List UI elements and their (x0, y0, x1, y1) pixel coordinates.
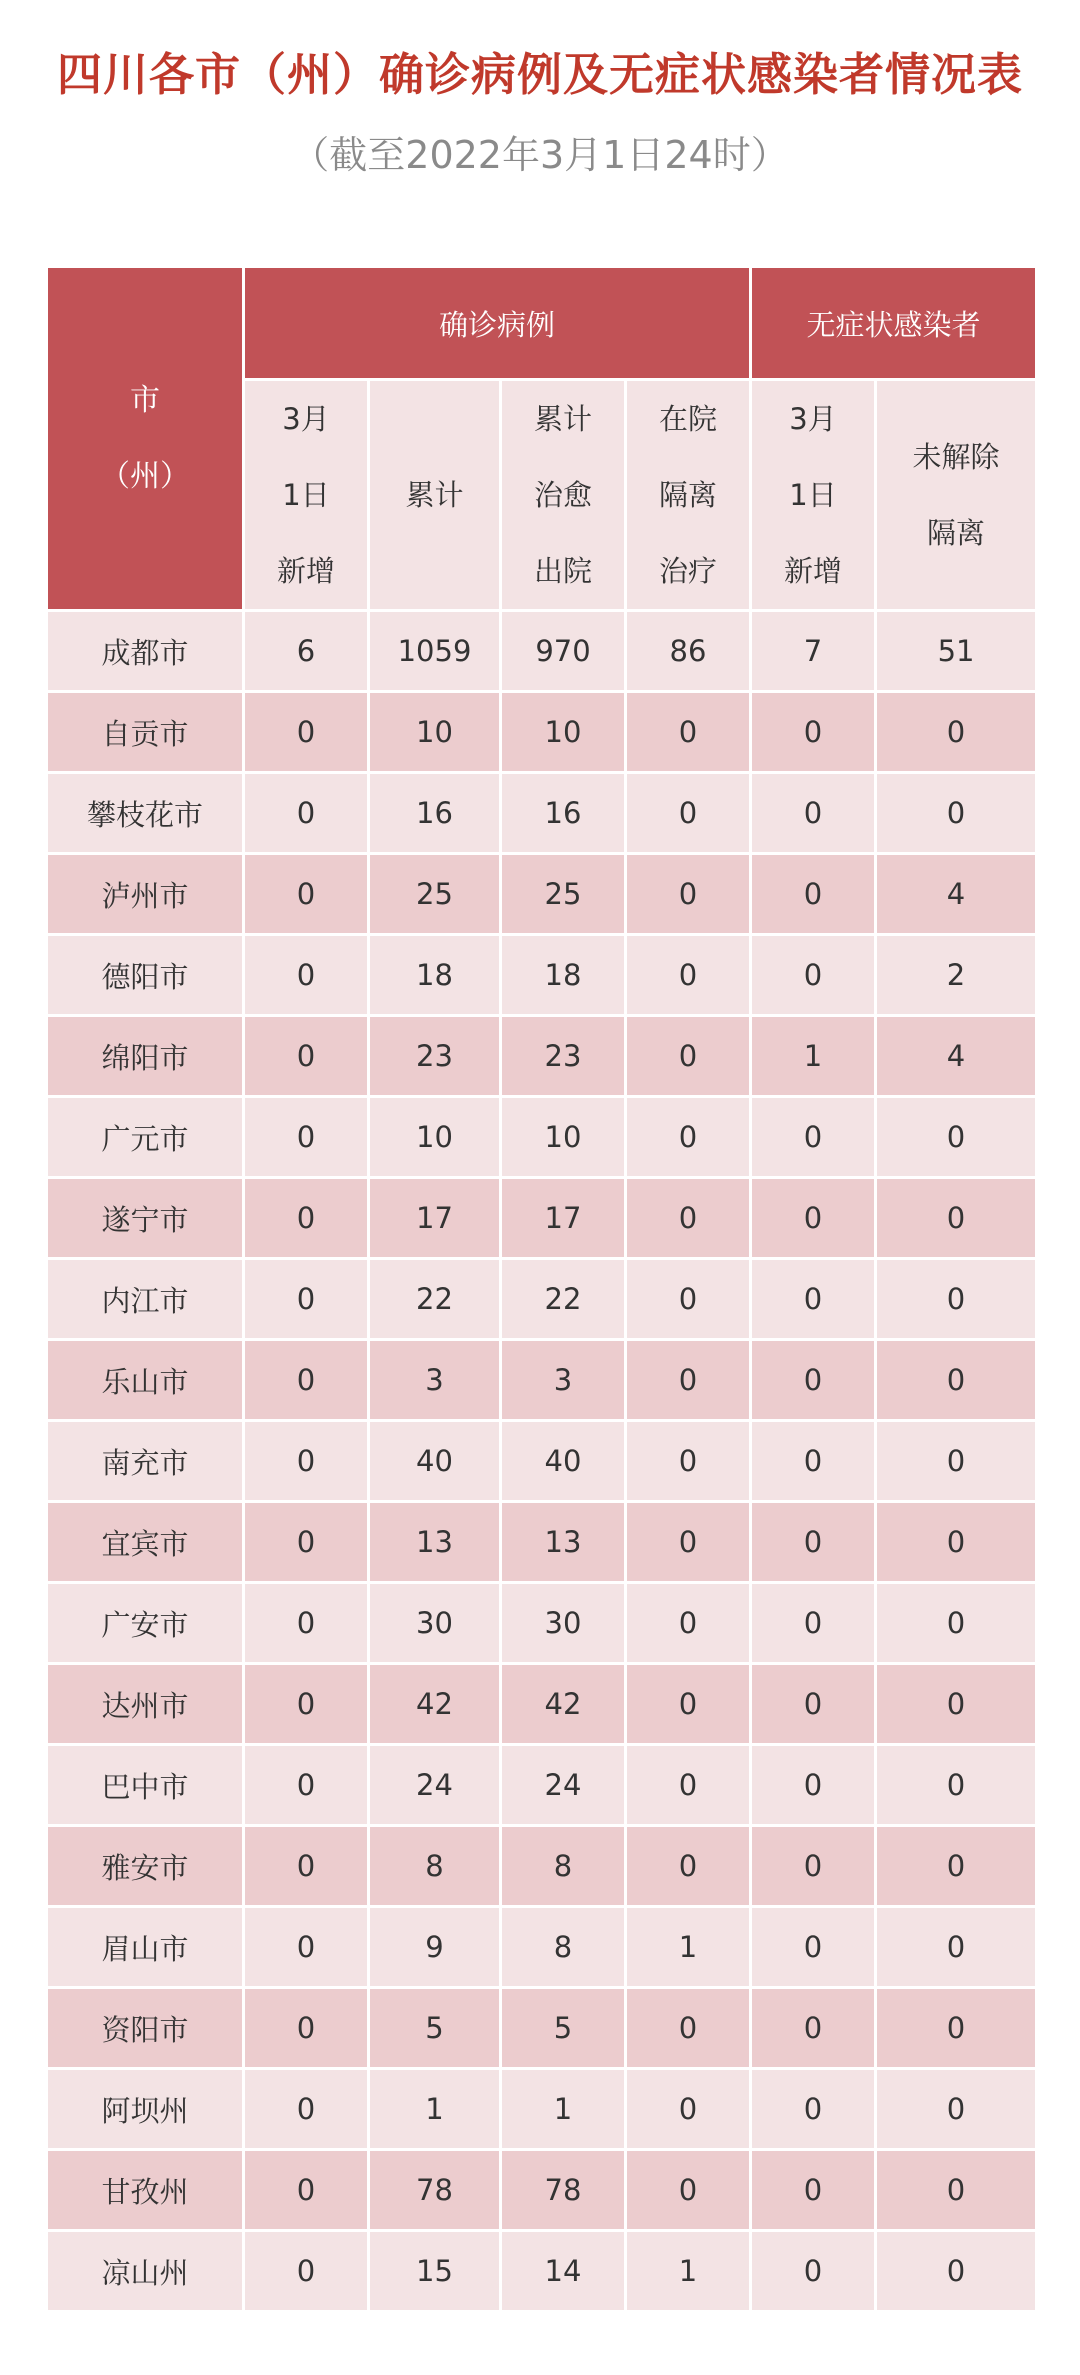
city-name-cell: 眉山市 (48, 1908, 242, 1986)
value-cell: 0 (877, 1341, 1035, 1419)
value-cell: 0 (627, 1422, 749, 1500)
value-cell: 0 (245, 1260, 367, 1338)
value-cell: 16 (370, 774, 499, 852)
value-cell: 8 (502, 1908, 624, 1986)
value-cell: 0 (627, 693, 749, 771)
value-cell: 3 (370, 1341, 499, 1419)
table-row (48, 2070, 1035, 2148)
value-cell: 23 (370, 1017, 499, 1095)
value-cell: 17 (370, 1179, 499, 1257)
city-name-cell: 泸州市 (48, 855, 242, 933)
table-row (48, 612, 1035, 690)
value-cell: 17 (502, 1179, 624, 1257)
value-cell: 0 (627, 1017, 749, 1095)
value-cell: 4 (877, 1017, 1035, 1095)
value-cell: 0 (245, 936, 367, 1014)
sub-header-line: 3月 (789, 402, 837, 436)
value-cell: 0 (752, 1341, 874, 1419)
value-cell: 0 (752, 693, 874, 771)
value-cell: 15 (370, 2232, 499, 2310)
value-cell: 0 (627, 1746, 749, 1824)
value-cell: 0 (245, 1989, 367, 2067)
city-name-cell: 广元市 (48, 1098, 242, 1176)
table-row (48, 1098, 1035, 1176)
value-cell: 0 (877, 1665, 1035, 1743)
table-row (48, 1503, 1035, 1581)
sub-header-discharged (502, 381, 624, 609)
value-cell: 42 (502, 1665, 624, 1743)
value-cell: 0 (245, 1908, 367, 1986)
city-name-cell: 绵阳市 (48, 1017, 242, 1095)
value-cell: 0 (752, 1503, 874, 1581)
value-cell: 16 (502, 774, 624, 852)
value-cell: 1 (627, 2232, 749, 2310)
city-name-cell: 甘孜州 (48, 2151, 242, 2229)
value-cell: 0 (245, 1179, 367, 1257)
value-cell: 0 (877, 1098, 1035, 1176)
value-cell: 1 (502, 2070, 624, 2148)
value-cell: 0 (752, 1989, 874, 2067)
value-cell: 0 (752, 1827, 874, 1905)
value-cell: 0 (627, 1989, 749, 2067)
table-row (48, 2232, 1035, 2310)
value-cell: 0 (752, 1908, 874, 1986)
value-cell: 0 (245, 1746, 367, 1824)
table-row (48, 1179, 1035, 1257)
table-row (48, 774, 1035, 852)
value-cell: 0 (877, 1584, 1035, 1662)
value-cell: 0 (245, 2232, 367, 2310)
value-cell: 0 (627, 936, 749, 1014)
value-cell: 22 (370, 1260, 499, 1338)
city-header-line1: 市 (130, 382, 160, 418)
sub-header-line: 隔离 (927, 516, 986, 550)
table-row (48, 1827, 1035, 1905)
value-cell: 0 (877, 1827, 1035, 1905)
value-cell: 42 (370, 1665, 499, 1743)
city-name-cell: 南充市 (48, 1422, 242, 1500)
value-cell: 0 (877, 1989, 1035, 2067)
sub-header-line: 治愈 (533, 478, 592, 512)
sub-header-confirmed-new (245, 381, 367, 609)
table-row (48, 1422, 1035, 1500)
table-row (48, 2151, 1035, 2229)
value-cell: 10 (502, 693, 624, 771)
value-cell: 970 (502, 612, 624, 690)
city-name-cell: 凉山州 (48, 2232, 242, 2310)
value-cell: 8 (502, 1827, 624, 1905)
table-row (48, 936, 1035, 1014)
city-name-cell: 宜宾市 (48, 1503, 242, 1581)
city-name-cell: 雅安市 (48, 1827, 242, 1905)
value-cell: 0 (877, 2151, 1035, 2229)
value-cell: 0 (245, 1827, 367, 1905)
sub-header-line: 新增 (276, 554, 335, 588)
value-cell: 0 (245, 1665, 367, 1743)
value-cell: 6 (245, 612, 367, 690)
value-cell: 0 (752, 1422, 874, 1500)
value-cell: 25 (370, 855, 499, 933)
value-cell: 0 (877, 1260, 1035, 1338)
value-cell: 30 (370, 1584, 499, 1662)
value-cell: 78 (502, 2151, 624, 2229)
value-cell: 0 (877, 693, 1035, 771)
value-cell: 40 (502, 1422, 624, 1500)
value-cell: 25 (502, 855, 624, 933)
value-cell: 0 (245, 855, 367, 933)
page-title: 四川各市（州）确诊病例及无症状感染者情况表 (56, 48, 1023, 101)
city-name-cell: 攀枝花市 (48, 774, 242, 852)
value-cell: 0 (245, 774, 367, 852)
sub-header-line: 隔离 (659, 478, 718, 512)
value-cell: 0 (627, 774, 749, 852)
value-cell: 0 (627, 1827, 749, 1905)
city-column-header (48, 268, 242, 609)
asymptomatic-group-header: 无症状感染者 (752, 268, 1035, 378)
value-cell: 10 (370, 1098, 499, 1176)
value-cell: 86 (627, 612, 749, 690)
value-cell: 10 (502, 1098, 624, 1176)
value-cell: 0 (752, 855, 874, 933)
value-cell: 3 (502, 1341, 624, 1419)
sub-header-line: 未解除 (912, 440, 1000, 474)
header-row-groups (48, 268, 1035, 378)
value-cell: 0 (877, 1179, 1035, 1257)
city-name-cell: 遂宁市 (48, 1179, 242, 1257)
value-cell: 5 (370, 1989, 499, 2067)
value-cell: 13 (370, 1503, 499, 1581)
value-cell: 0 (245, 1017, 367, 1095)
value-cell: 0 (627, 855, 749, 933)
table-row (48, 1260, 1035, 1338)
city-name-cell: 成都市 (48, 612, 242, 690)
value-cell: 0 (627, 1260, 749, 1338)
city-header-line2: （州） (100, 458, 190, 494)
value-cell: 0 (877, 774, 1035, 852)
sub-header-in-hospital (627, 381, 749, 609)
confirmed-group-header: 确诊病例 (245, 268, 749, 378)
value-cell: 0 (245, 1584, 367, 1662)
value-cell: 0 (627, 1503, 749, 1581)
value-cell: 23 (502, 1017, 624, 1095)
case-table (45, 265, 1035, 2313)
value-cell: 0 (245, 2070, 367, 2148)
value-cell: 0 (627, 1584, 749, 1662)
sub-header-line: 1日 (282, 478, 330, 512)
value-cell: 51 (877, 612, 1035, 690)
table-row (48, 1665, 1035, 1743)
value-cell: 0 (752, 1584, 874, 1662)
value-cell: 8 (370, 1827, 499, 1905)
value-cell: 0 (752, 2070, 874, 2148)
table-row (48, 1908, 1035, 1986)
value-cell: 14 (502, 2232, 624, 2310)
value-cell: 0 (627, 1665, 749, 1743)
value-cell: 0 (752, 1179, 874, 1257)
sub-header-asymptomatic-new (752, 381, 874, 609)
value-cell: 1 (627, 1908, 749, 1986)
city-name-cell: 内江市 (48, 1260, 242, 1338)
value-cell: 1059 (370, 612, 499, 690)
value-cell: 1 (370, 2070, 499, 2148)
value-cell: 5 (502, 1989, 624, 2067)
value-cell: 0 (752, 2232, 874, 2310)
value-cell: 0 (627, 1179, 749, 1257)
value-cell: 0 (245, 1341, 367, 1419)
value-cell: 0 (877, 1503, 1035, 1581)
value-cell: 10 (370, 693, 499, 771)
table-row (48, 693, 1035, 771)
value-cell: 9 (370, 1908, 499, 1986)
value-cell: 0 (245, 2151, 367, 2229)
sub-header-line: 出院 (533, 554, 592, 588)
value-cell: 18 (502, 936, 624, 1014)
value-cell: 4 (877, 855, 1035, 933)
city-name-cell: 资阳市 (48, 1989, 242, 2067)
sub-header-confirmed-total (370, 381, 499, 609)
page-subtitle: （截至2022年3月1日24时） (291, 133, 789, 177)
value-cell: 24 (502, 1746, 624, 1824)
city-name-cell: 广安市 (48, 1584, 242, 1662)
sub-header-line: 3月 (282, 402, 330, 436)
value-cell: 0 (245, 1503, 367, 1581)
value-cell: 7 (752, 612, 874, 690)
value-cell: 0 (877, 1908, 1035, 1986)
value-cell: 0 (877, 2070, 1035, 2148)
value-cell: 0 (627, 2070, 749, 2148)
city-name-cell: 德阳市 (48, 936, 242, 1014)
sub-header-line: 1日 (789, 478, 837, 512)
table-row (48, 1584, 1035, 1662)
value-cell: 0 (627, 1341, 749, 1419)
value-cell: 0 (877, 2232, 1035, 2310)
sub-header-line: 在院 (659, 402, 718, 436)
city-name-cell: 乐山市 (48, 1341, 242, 1419)
sub-header-line: 累计 (405, 478, 464, 512)
value-cell: 2 (877, 936, 1035, 1014)
value-cell: 0 (245, 1098, 367, 1176)
value-cell: 0 (627, 2151, 749, 2229)
value-cell: 24 (370, 1746, 499, 1824)
value-cell: 22 (502, 1260, 624, 1338)
city-name-cell: 自贡市 (48, 693, 242, 771)
city-name-cell: 达州市 (48, 1665, 242, 1743)
value-cell: 30 (502, 1584, 624, 1662)
value-cell: 0 (752, 936, 874, 1014)
value-cell: 0 (245, 693, 367, 771)
value-cell: 0 (752, 2151, 874, 2229)
sub-header-line: 治疗 (659, 554, 718, 588)
value-cell: 1 (752, 1017, 874, 1095)
value-cell: 0 (877, 1422, 1035, 1500)
value-cell: 0 (752, 1260, 874, 1338)
value-cell: 0 (627, 1098, 749, 1176)
table-row (48, 1017, 1035, 1095)
sub-header-line: 新增 (784, 554, 843, 588)
table-row (48, 1341, 1035, 1419)
value-cell: 78 (370, 2151, 499, 2229)
city-name-cell: 巴中市 (48, 1746, 242, 1824)
value-cell: 40 (370, 1422, 499, 1500)
value-cell: 13 (502, 1503, 624, 1581)
value-cell: 0 (752, 1746, 874, 1824)
sub-header-asymptomatic-isolation (877, 381, 1035, 609)
table-row (48, 1989, 1035, 2067)
value-cell: 0 (752, 774, 874, 852)
table-row (48, 855, 1035, 933)
city-name-cell: 阿坝州 (48, 2070, 242, 2148)
table-row (48, 1746, 1035, 1824)
value-cell: 0 (752, 1665, 874, 1743)
value-cell: 0 (877, 1746, 1035, 1824)
sub-header-line: 累计 (533, 402, 592, 436)
value-cell: 0 (245, 1422, 367, 1500)
value-cell: 18 (370, 936, 499, 1014)
value-cell: 0 (752, 1098, 874, 1176)
